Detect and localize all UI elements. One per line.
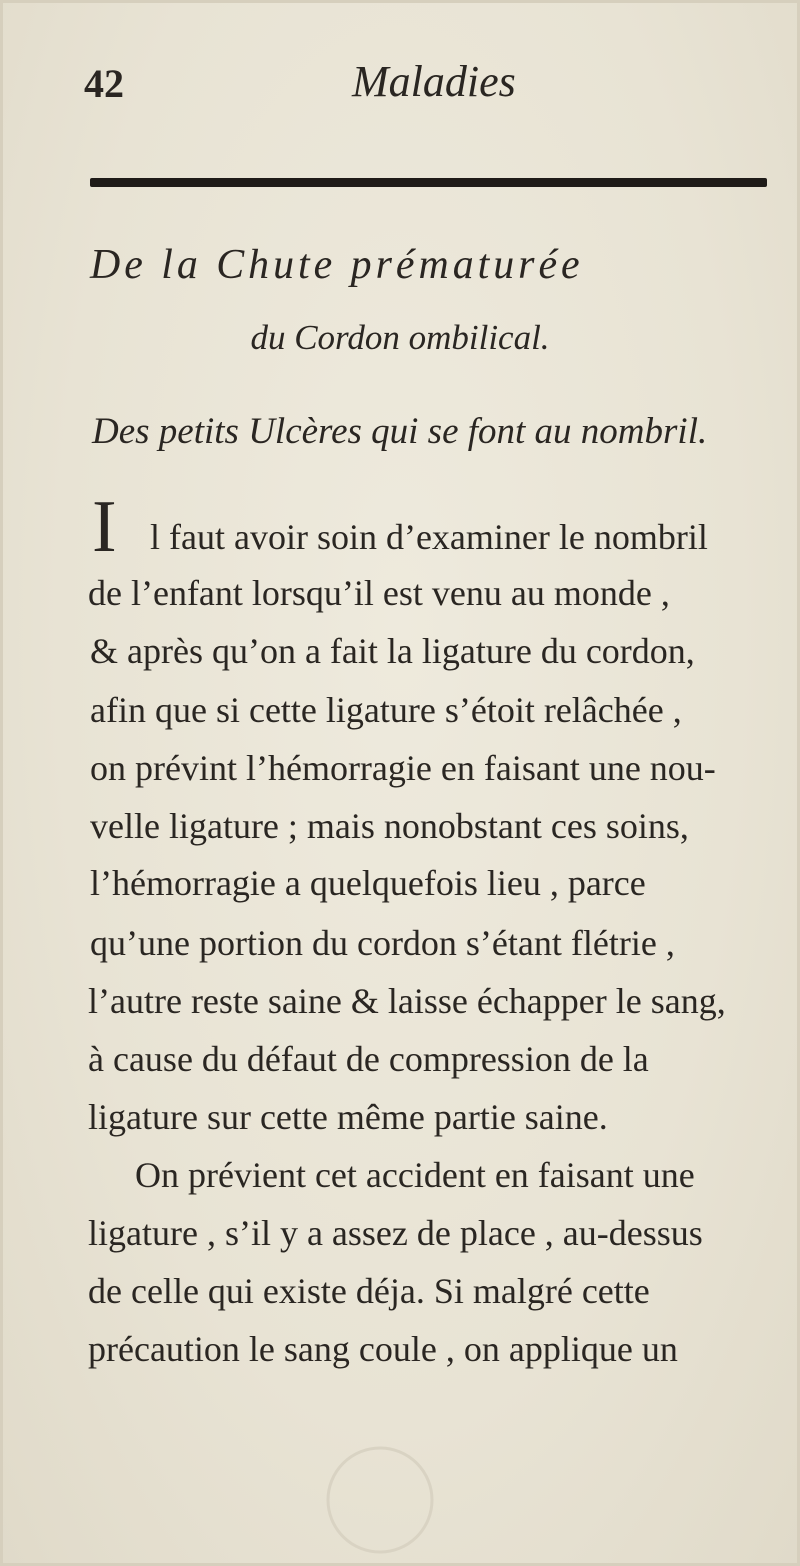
running-head: Maladies: [352, 57, 516, 106]
text-line: ligature , s’il y a assez de place , au-dessus: [88, 1213, 703, 1253]
header-rule: [90, 178, 767, 187]
text-line: afin que si cette ligature s’étoit relâchée ,: [90, 690, 682, 730]
chapter-subtitle: du Cordon ombilical.: [250, 318, 550, 357]
text-line: l’autre reste saine & laisse échapper le sang,: [88, 981, 726, 1021]
section-title: Des petits Ulcères qui se font au nombril.: [92, 411, 708, 452]
drop-cap: I: [92, 486, 117, 568]
text-line: qu’une portion du cordon s’étant flétrie ,: [90, 923, 675, 963]
text-line: de celle qui existe déja. Si malgré cette: [88, 1271, 650, 1311]
text-line: ligature sur cette même partie saine.: [88, 1097, 608, 1137]
page-number: 42: [84, 61, 124, 106]
text-line: & après qu’on a fait la ligature du cordon,: [90, 631, 695, 671]
chapter-title: De la Chute prématurée: [90, 242, 584, 288]
text-line: de l’enfant lorsqu’il est venu au monde ,: [88, 573, 670, 613]
text-line: on prévint l’hémorragie en faisant une nou-: [90, 748, 716, 788]
text-line: précaution le sang coule , on applique un: [88, 1329, 678, 1369]
text-line: à cause du défaut de compression de la: [88, 1039, 649, 1079]
text-line: On prévient cet accident en faisant une: [135, 1155, 695, 1195]
text-line: l’hémorragie a quelquefois lieu , parce: [90, 863, 646, 903]
text-line: velle ligature ; mais nonobstant ces soins,: [90, 806, 689, 846]
text-line: l faut avoir soin d’examiner le nombril: [150, 517, 708, 557]
